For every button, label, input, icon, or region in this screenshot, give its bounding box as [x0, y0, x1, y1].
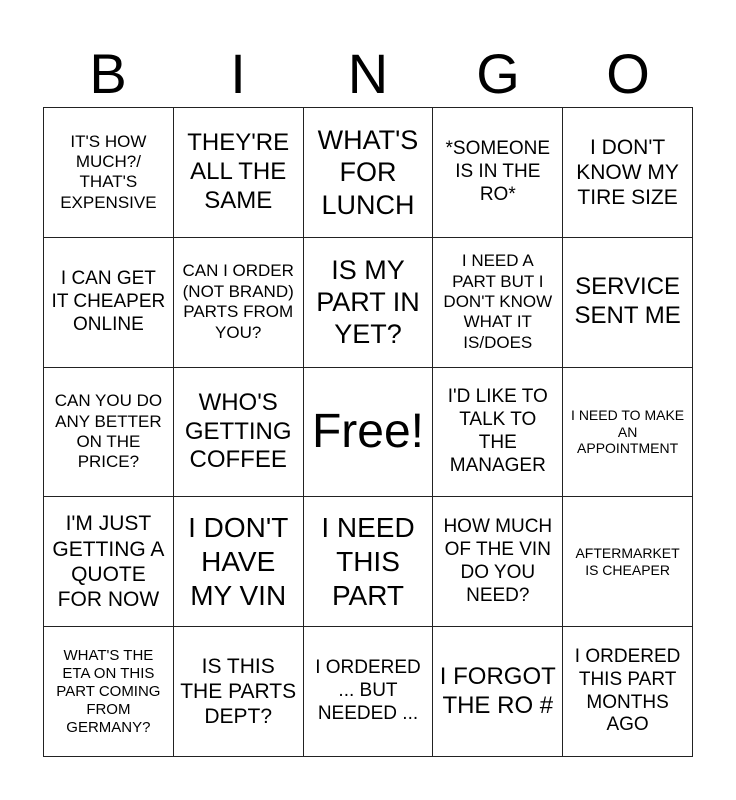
cell-text: WHAT'S THE ETA ON THIS PART COMING FROM GERMANY?: [56, 646, 161, 736]
cell-text: THEY'RE ALL THE SAME: [187, 129, 290, 214]
bingo-cell[interactable]: [563, 497, 693, 627]
cell-text: I NEED THIS PART: [321, 512, 415, 611]
cell-text: I ORDERED THIS PART MONTHS AGO: [574, 646, 681, 736]
header-letter-o: O: [606, 42, 650, 105]
cell-text: IT'S HOW MUCH?/ THAT'S EXPENSIVE: [60, 131, 157, 212]
bingo-cell[interactable]: [44, 368, 174, 498]
header-letter-n: N: [347, 42, 389, 105]
cell-text: I NEED A PART BUT I DON'T KNOW WHAT IT IS/DOES: [443, 251, 553, 352]
bingo-cell[interactable]: [433, 108, 563, 238]
cell-text: WHO'S GETTING COFFEE: [184, 388, 292, 474]
cell-text: I'M JUST GETTING A QUOTE FOR NOW: [52, 512, 165, 611]
cell-text: CAN I ORDER (NOT BRAND) PARTS FROM YOU?: [182, 261, 294, 342]
bingo-cell[interactable]: [433, 238, 563, 368]
bingo-grid: [43, 107, 693, 757]
cell-text: I ORDERED ... BUT NEEDED ...: [315, 657, 421, 724]
cell-text: I CAN GET IT CHEAPER ONLINE: [51, 268, 166, 335]
bingo-cell[interactable]: [174, 368, 304, 498]
bingo-cell[interactable]: [304, 108, 434, 238]
cell-text: I DON'T KNOW MY TIRE SIZE: [576, 135, 679, 209]
bingo-cell[interactable]: [304, 627, 434, 757]
header-letter-i: I: [230, 42, 246, 105]
bingo-cell[interactable]: [174, 108, 304, 238]
bingo-cell[interactable]: [304, 497, 434, 627]
free-space[interactable]: [304, 368, 434, 498]
bingo-cell[interactable]: [44, 497, 174, 627]
bingo-cell[interactable]: [433, 627, 563, 757]
bingo-cell[interactable]: [174, 497, 304, 627]
bingo-header: [43, 40, 693, 108]
cell-text: I FORGOT THE RO #: [439, 662, 556, 719]
bingo-cell[interactable]: [44, 108, 174, 238]
cell-text: WHAT'S FOR LUNCH: [317, 124, 419, 220]
bingo-cell[interactable]: [304, 238, 434, 368]
bingo-cell[interactable]: [563, 368, 693, 498]
bingo-cell[interactable]: [433, 497, 563, 627]
free-space-text: Free!: [311, 404, 424, 458]
cell-text: I NEED TO MAKE AN APPOINTMENT: [571, 406, 685, 457]
bingo-cell[interactable]: [174, 627, 304, 757]
header-letter-b: B: [89, 42, 127, 105]
cell-text: CAN YOU DO ANY BETTER ON THE PRICE?: [54, 391, 163, 472]
bingo-cell[interactable]: [433, 368, 563, 498]
cell-text: IS THIS THE PARTS DEPT?: [180, 654, 297, 729]
bingo-cell[interactable]: [563, 238, 693, 368]
cell-text: IS MY PART IN YET?: [316, 254, 420, 350]
bingo-cell[interactable]: [563, 627, 693, 757]
cell-text: SERVICE SENT ME: [574, 273, 681, 330]
bingo-cell[interactable]: [174, 238, 304, 368]
bingo-cell[interactable]: [44, 627, 174, 757]
bingo-cell[interactable]: [44, 238, 174, 368]
cell-text: *SOMEONE IS IN THE RO*: [445, 138, 551, 205]
cell-text: AFTERMARKET IS CHEAPER: [575, 544, 680, 578]
cell-text: HOW MUCH OF THE VIN DO YOU NEED?: [443, 516, 553, 606]
cell-text: I'D LIKE TO TALK TO THE MANAGER: [447, 386, 548, 476]
cell-text: I DON'T HAVE MY VIN: [188, 512, 289, 611]
header-letter-g: G: [476, 42, 520, 105]
bingo-cell[interactable]: [563, 108, 693, 238]
